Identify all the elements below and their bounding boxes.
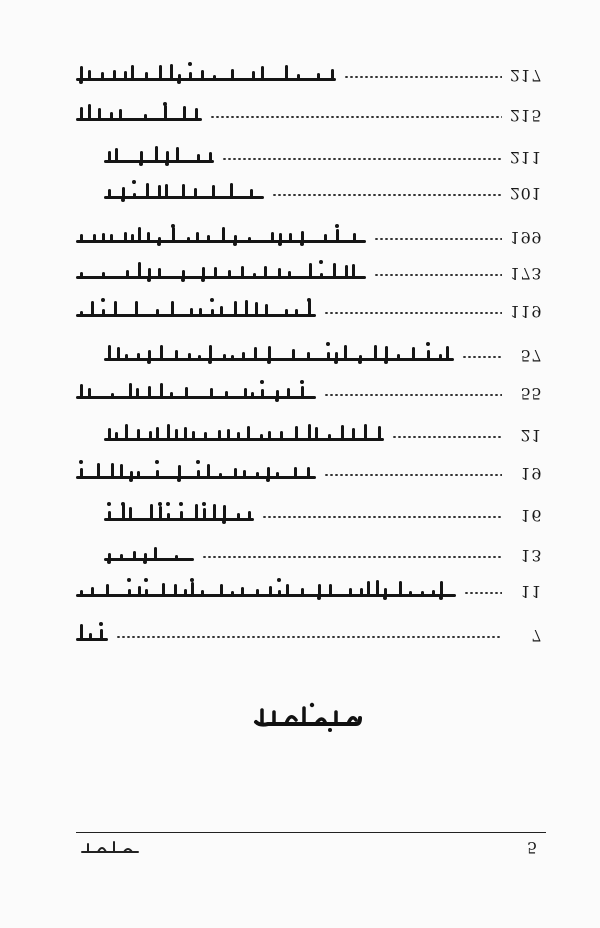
toc-page-number: 199 bbox=[509, 228, 542, 247]
leader-dots bbox=[324, 394, 502, 396]
toc-entry bbox=[76, 178, 542, 208]
toc-entry bbox=[76, 296, 542, 326]
footer-rule bbox=[76, 832, 546, 833]
toc-entry bbox=[76, 620, 542, 650]
syriac-script-graphic bbox=[104, 144, 214, 166]
syriac-script-graphic bbox=[76, 622, 108, 644]
toc-entry bbox=[76, 258, 542, 288]
leader-dots bbox=[464, 592, 502, 594]
syriac-script-graphic bbox=[76, 260, 366, 282]
leader-dots bbox=[272, 194, 502, 196]
leader-dots bbox=[262, 516, 502, 518]
toc-entry-title bbox=[76, 260, 366, 284]
toc-entry-title bbox=[76, 622, 108, 646]
toc-page-number: 19 bbox=[520, 464, 542, 483]
toc-entry-title bbox=[76, 380, 316, 404]
toc-entry bbox=[76, 100, 542, 130]
toc-page-number: 16 bbox=[520, 506, 542, 525]
toc-entry-title bbox=[76, 298, 316, 322]
toc-entry-title bbox=[104, 502, 254, 526]
toc-page-number: 211 bbox=[509, 148, 542, 167]
syriac-script-graphic bbox=[104, 342, 454, 364]
toc-page-number: 201 bbox=[509, 184, 542, 203]
leader-dots bbox=[202, 556, 502, 558]
syriac-script-graphic bbox=[76, 102, 202, 124]
syriac-script-graphic bbox=[104, 422, 384, 444]
toc-entry-title bbox=[104, 342, 454, 366]
toc-entry bbox=[76, 222, 542, 252]
running-title-calligraphy bbox=[80, 838, 142, 858]
contents-heading-calligraphy bbox=[252, 700, 364, 732]
syriac-script-graphic bbox=[104, 542, 194, 564]
toc-page-number: 13 bbox=[520, 546, 542, 565]
toc-entry bbox=[76, 378, 542, 408]
toc-entry bbox=[76, 60, 542, 90]
toc-entry-title bbox=[76, 578, 456, 602]
toc-entry bbox=[76, 142, 542, 172]
toc-entry-title bbox=[76, 62, 336, 86]
toc-entry-title bbox=[76, 102, 202, 126]
toc-entry-title bbox=[104, 180, 264, 204]
running-title bbox=[80, 838, 142, 858]
syriac-script-graphic bbox=[104, 502, 254, 524]
toc-page-number: 217 bbox=[509, 66, 542, 85]
toc-page-number: 7 bbox=[531, 626, 542, 645]
syriac-script-graphic bbox=[76, 380, 316, 402]
toc-entry-title bbox=[76, 224, 366, 248]
page-number: 5 bbox=[527, 838, 538, 857]
syriac-script-graphic bbox=[76, 460, 316, 482]
syriac-script-graphic bbox=[76, 224, 366, 246]
syriac-script-graphic bbox=[76, 578, 456, 600]
toc-entry bbox=[76, 540, 542, 570]
toc-page-number: 173 bbox=[509, 264, 542, 283]
toc-entry bbox=[76, 458, 542, 488]
leader-dots bbox=[222, 158, 502, 160]
leader-dots bbox=[116, 636, 502, 638]
leader-dots bbox=[210, 116, 502, 118]
toc-page-number: 55 bbox=[520, 384, 542, 403]
toc-entry-title bbox=[76, 460, 316, 484]
toc-entry bbox=[76, 500, 542, 530]
syriac-script-graphic bbox=[76, 298, 316, 320]
toc-entry bbox=[76, 576, 542, 606]
contents-heading bbox=[252, 700, 364, 732]
toc-entry-title bbox=[104, 144, 214, 168]
toc-page-number: 119 bbox=[509, 302, 542, 321]
toc-page-number: 215 bbox=[509, 106, 542, 125]
toc-page-number: 11 bbox=[520, 582, 542, 601]
toc-page-number: 21 bbox=[520, 426, 542, 445]
toc-entry-title bbox=[104, 542, 194, 566]
leader-dots bbox=[392, 436, 502, 438]
leader-dots bbox=[374, 274, 502, 276]
toc-entry bbox=[76, 340, 542, 370]
leader-dots bbox=[344, 76, 502, 78]
leader-dots bbox=[324, 474, 502, 476]
leader-dots bbox=[374, 238, 502, 240]
leader-dots bbox=[462, 356, 502, 358]
toc-entry bbox=[76, 420, 542, 450]
syriac-script-graphic bbox=[104, 180, 264, 202]
syriac-script-graphic bbox=[76, 62, 336, 84]
toc-page-number: 57 bbox=[520, 346, 542, 365]
toc-entry-title bbox=[104, 422, 384, 446]
leader-dots bbox=[324, 312, 502, 314]
